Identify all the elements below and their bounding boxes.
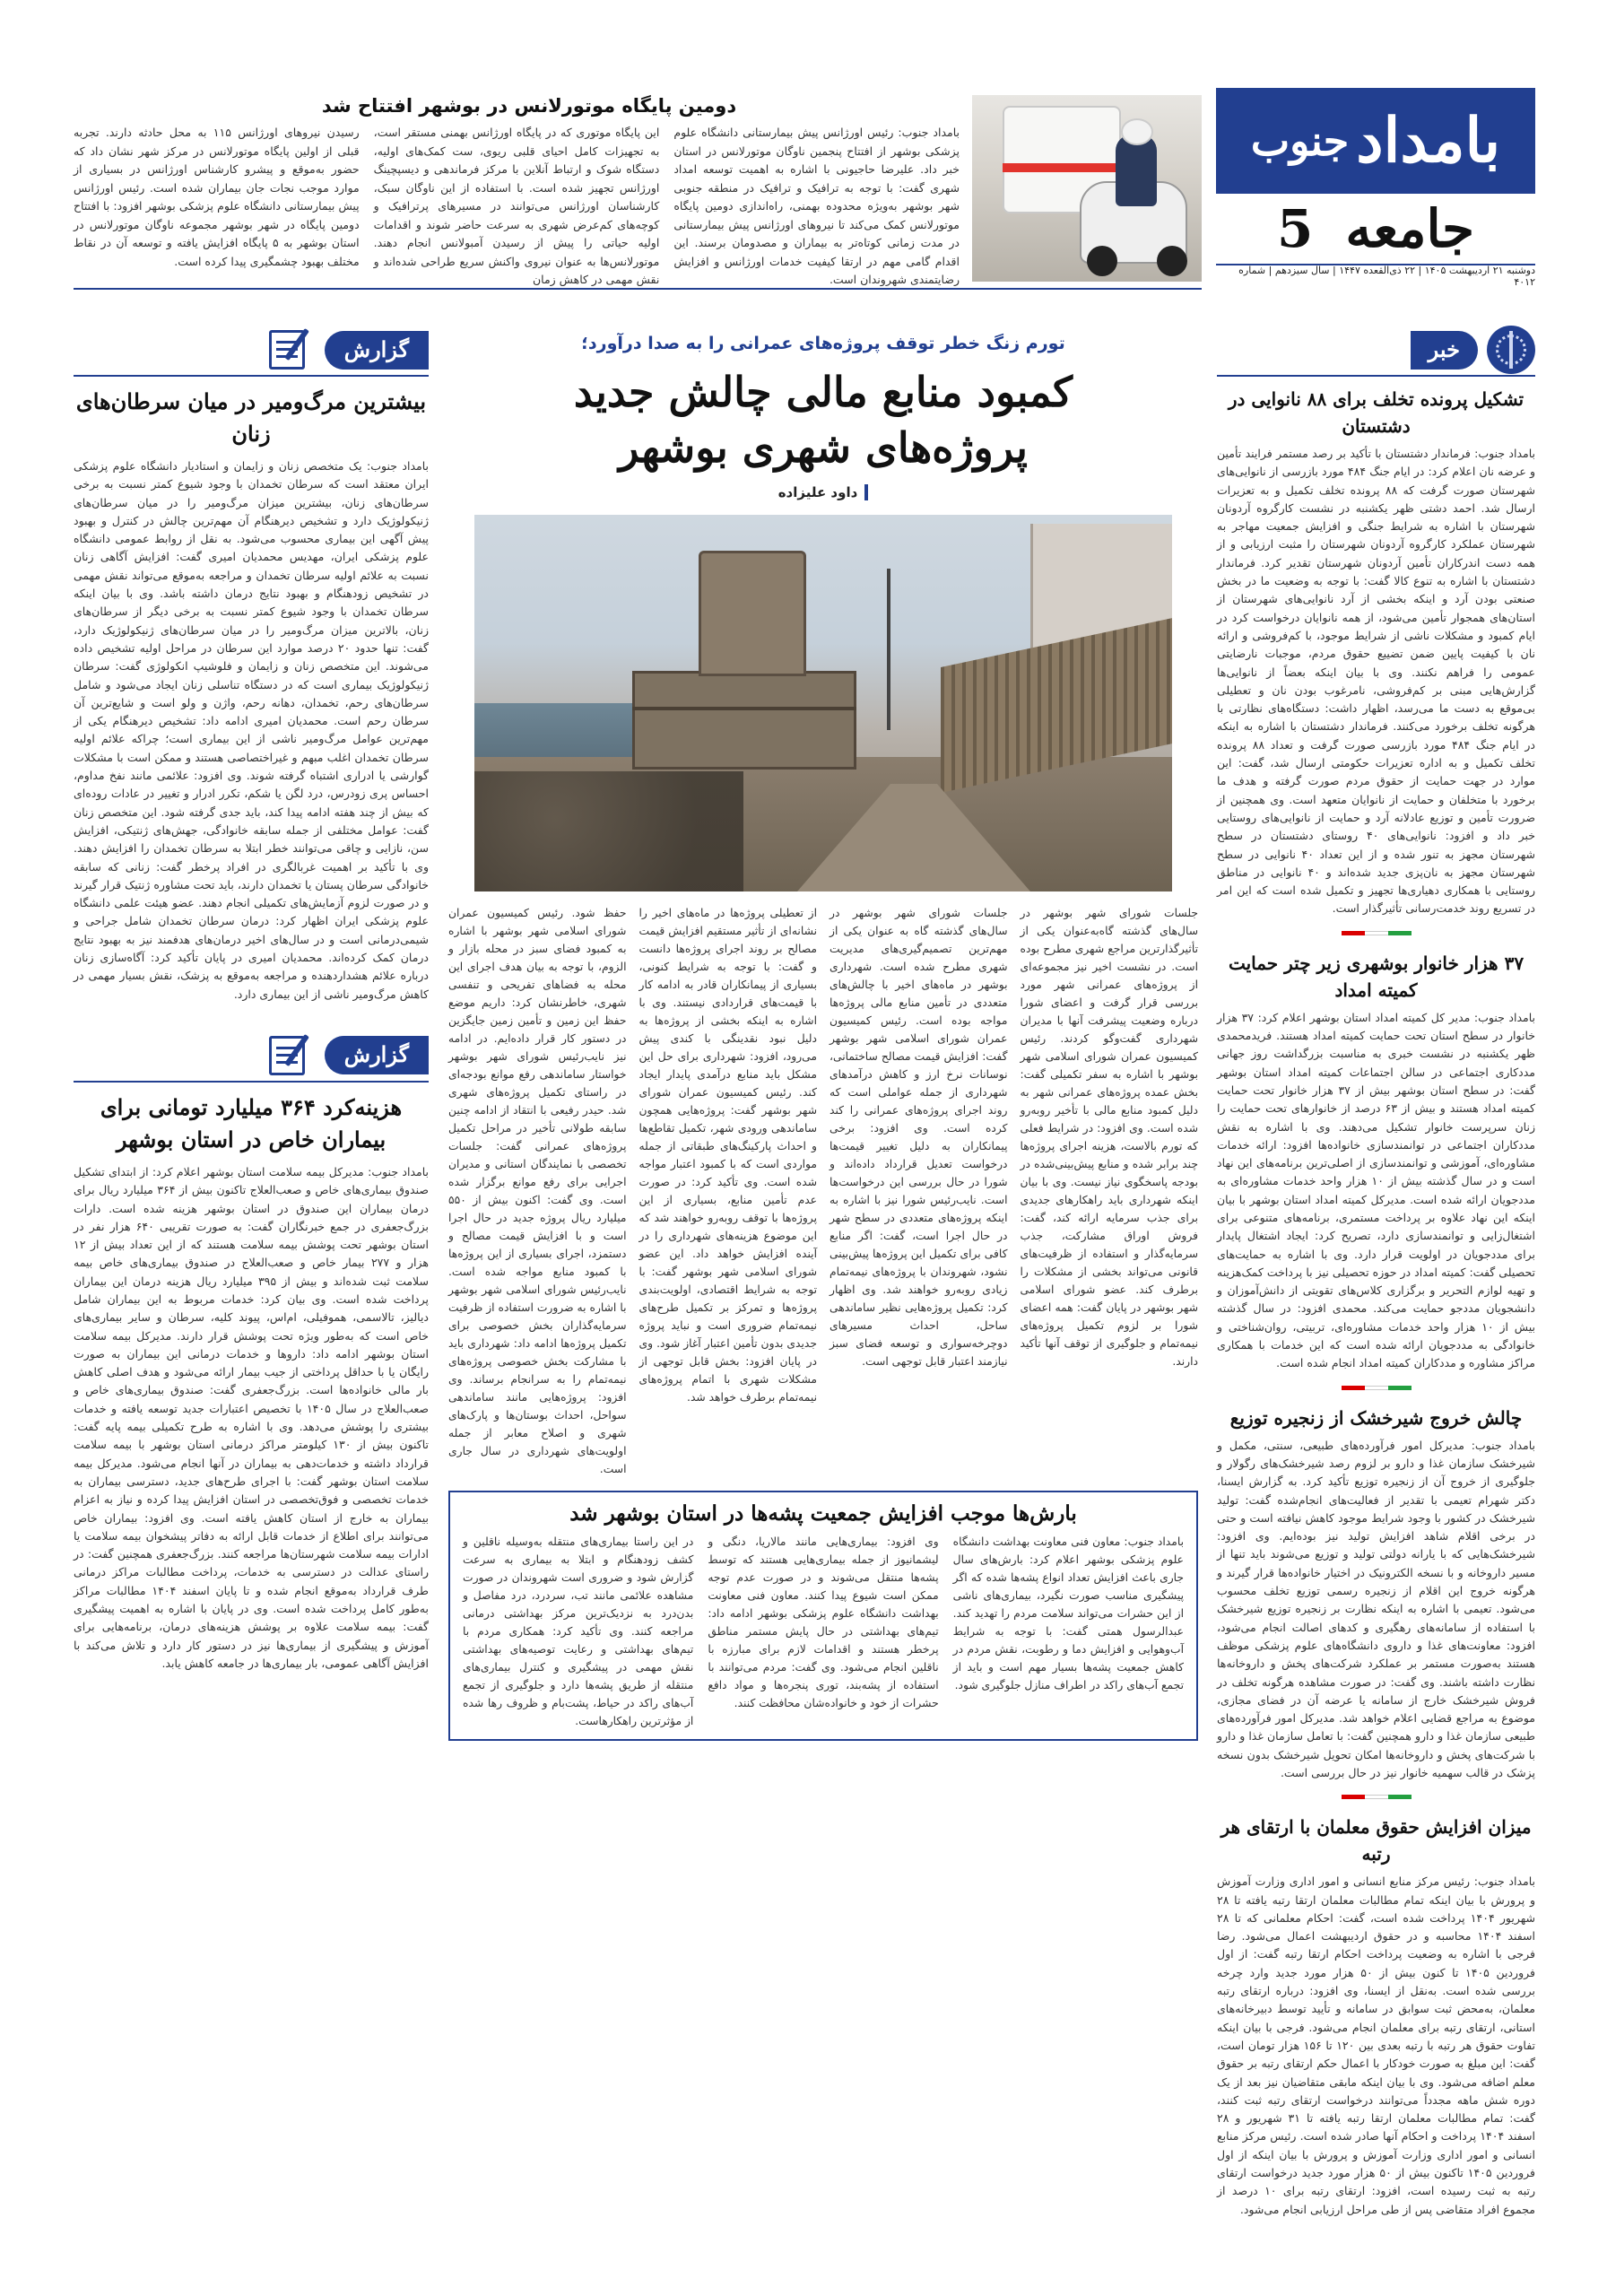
logo-wordmark: بامداد xyxy=(1356,105,1501,177)
news-body: بامداد جنوب: رئیس مرکز منابع انسانی و امور اداری وزارت آموزش و پرورش با بیان اینکه تمام مطالبات معلمان ارتقا رتبه یافته تا ۲۸ شهریور ۱۴۰۴ پرداخت شده است، گفت: احکام معلمانی که تا ۲۸ اسفند ۱۴۰۴ محاسبه و در حقوق اردیبهشت اعمال می‌شود. رضا فرجی با اشاره به وضعیت پرداخت احکام ارتقا رتبه گفت: از اول فروردین ۱۴۰۵ تا کنون بیش از ۵۰ هزار مورد جدید وارد چرخه بررسی شده است. به‌نقل از ایسنا، وی افزود: درباره ارتقای رتبه معلمان، به‌محض ثبت سوابق در سامانه و تأیید توسط دبیرخانه‌های استانی، ارتقای رتبه برای معلمان انجام می‌شود. فرجی با بیان اینکه تفاوت حقوق هر رتبه با رتبه بعدی بین ۱۲۰ تا ۱۵۶ هزار تومان است، گفت: این مبلغ به صورت خودکار با اعمال حکم ارتقای رتبه بر حقوق معلم اضافه می‌شود. وی با بیان اینکه مابقی متقاضیان نیز بعد از یک دوره شش ماهه مجدداً می‌توانند درخواست ارتقای رتبه ثبت کنند، گفت: تمام مطالبات معلمان ارتقا رتبه یافته تا ۳۱ شهریور و ۲۸ اسفند ۱۴۰۴ پرداخت و احکام آنها صادر شده است. رئیس مرکز منابع انسانی و امور اداری وزارت آموزش و پرورش با بیان اینکه از اول فروردین ۱۴۰۵ تاکنون بیش از ۵۰ هزار مورد جدید درخواست ارتقای رتبه به ثبت رسیده است، افزود: ارتقای رتبه برای ۱۰ درصد از مجموع افراد متقاضی پس از طی مراحل ارزیابی انجام می‌شود. xyxy=(1217,1874,1536,2216)
construction-photo xyxy=(474,515,1172,891)
masthead xyxy=(74,88,1535,290)
report-title: هزینه‌کرد ۳۶۴ میلیارد تومانی برای بیماران خاص در استان بوشهر xyxy=(100,1093,403,1152)
main-story-columns xyxy=(448,904,1198,1478)
news-rubric-label: خبر xyxy=(1411,331,1478,370)
flag-divider xyxy=(1217,931,1535,935)
news-body: بامداد جنوب: مدیرکل امور فرآورده‌های طبیعی، سنتی، مکمل و شیرخشک سازمان غذا و دارو بر لزوم رصد شیرخشک‌های رگولار و جلوگیری از خروج آن از زنجیره توزیع تأکید کرد. به گزارش ایسنا، دکتر شهرام تعیمی با تقدیر از فعالیت‌های انجام‌شده گفت: تولید شیرخشک در کشور با وجود شرایط موجود کاهش نیافته است و حتی در برخی اقلام شاهد افزایش تولید نیز بوده‌ایم. وی افزود: شیرخشک‌هایی که با یارانه دولتی تولید و توزیع می‌شوند باید تنها از مسیر داروخانه و با نسخه الکترونیک در اختیار خانواده‌ها قرار گیرند و هرگونه خروج این اقلام از زنجیره رسمی توزیع تخلف محسوب می‌شود. تعیمی با اشاره به اینکه نظارت بر زنجیره توزیع شیرخشک با استفاده از سامانه‌های رهگیری و کدهای اصالت انجام می‌شود، افزود: معاونت‌های غذا و داروی دانشگاه‌های علوم پزشکی موظف هستند به‌صورت مستمر بر عملکرد شرکت‌های پخش و داروخانه‌ها نظارت داشته باشند. وی گفت: در صورت مشاهده هرگونه تخلف در فروش شیرخشک خارج از سامانه یا عرضه آن در فضای مجازی، موضوع به مراجع قضایی اعلام خواهد شد. مدیرکل امور فرآورده‌های طبیعی سازمان غذا و دارو همچنین گفت: با تعامل سازمان غذا و دارو با شرکت‌های پخش و داروخانه‌ها امکان تحویل شیرخشک بدون نسخه پزشک در قالب سهمیه خانوار نیز در حال بررسی است. xyxy=(1217,1438,1535,1779)
newspaper-logo xyxy=(1216,88,1535,290)
news-item xyxy=(1217,1805,1535,2226)
report-rubric xyxy=(74,325,429,377)
news-rubric xyxy=(1217,325,1535,377)
mosquito-col-3: در این راستا بیماری‌های منتقله به‌وسیله ناقلین و کشف زودهنگام و ابتلا به بیماری به سرعت گزارش شود و ضروری است شهروندان در صورت مشاهده علائمی مانند تب، سردرد، درد مفاصل و بدن‌درد به نزدیک‌ترین مرکز بهداشتی درمانی مراجعه کنند. وی تأکید کرد: همکاری مردم با تیم‌های بهداشتی و رعایت توصیه‌های بهداشتی نقش مهمی در پیشگیری و کنترل بیماری‌های منتقله از طریق پشه‌ها دارد و جلوگیری از تجمع آب‌های راکد در حیاط، پشت‌بام و ظروف رها شده از مؤثرترین راهکارهاست. xyxy=(463,1535,694,1727)
main-col-2: جلسات شورای شهر بوشهر در سال‌های گذشته گاه به عنوان یکی از مهم‌ترین تصمیم‌گیری‌های مدیریت شهری مطرح شده است. شهرداری بوشهر در ماه‌های اخیر با چالش‌های متعددی در تأمین منابع مالی پروژه‌ها مواجه بوده است. رئیس کمیسیون عمران شورای اسلامی شهر بوشهر گفت: افزایش قیمت مصالح ساختمانی، نوسانات نرخ ارز و کاهش درآمدهای شهرداری از جمله عواملی است که روند اجرای پروژه‌های عمرانی را کند کرده است. وی افزود: برخی پیمانکاران به دلیل تغییر قیمت‌ها درخواست تعدیل قرارداد داده‌اند و شورا در حال بررسی این درخواست‌ها است. نایب‌رئیس شورا نیز با اشاره به اینکه پروژه‌های متعددی در سطح شهر در حال اجرا است، گفت: اگر منابع کافی برای تکمیل این پروژه‌ها پیش‌بینی نشود، شهروندان با پروژه‌های نیمه‌تمام زیادی روبه‌رو خواهند شد. وی اظهار کرد: تکمیل پروژه‌هایی نظیر ساماندهی ساحل، احداث مسیرهای دوچرخه‌سواری و توسعه فضای سبز نیازمند اعتبار قابل توجهی است. xyxy=(830,907,1008,1368)
reports-column xyxy=(74,325,429,1673)
news-column xyxy=(1217,325,1535,2226)
logo-subtitle: جنوب xyxy=(1250,117,1350,165)
light-pole xyxy=(887,569,890,730)
wheel-rear xyxy=(1157,246,1187,276)
news-item xyxy=(1217,941,1535,1380)
byline xyxy=(448,484,1198,500)
top-story-title: دومین پایگاه موتورلانس در بوشهر افتتاح شد xyxy=(321,95,737,117)
rocks-shape xyxy=(474,771,743,891)
news-body: بامداد جنوب: فرماندار دشتستان با تأکید بر رصد مستمر فرایند تأمین و عرضه نان اعلام کرد: در ایام جنگ ۴۸۴ مورد بازرسی از نانوایی‌های شهرستان صورت گرفت که ۸۸ پرونده تخلف تکمیل و به تعزیرات ارسال شد. احمد دشتی ظهر یکشنبه در نشست کارگروه آردونان شهرستان با اشاره به شرایط جنگی و افزایش جمعیت مهاجر به شهرستان عملکرد کارگروه آردونان شهرستان را مثبت ارزیابی و از همه دست اندرکاران تأمین آردونان شهرستان تقدیر کرد. فرماندار دشتستان با اشاره به تنوع کالا گفت: با توجه به وضعیت ما در بخش صنعتی بودن آرد و اینکه بخشی از آرد نانوایی‌های شهرستان از استان‌های همجوار تأمین می‌شود، از همه نانوایان درخواست کرد در ایام کمبود و مشکلات ناشی از شرایط موجود، با کم‌فروشی و ارائه نان با کیفیت پایین ضمن تضییع حقوق مردم، موجبات نارضایتی عمومی را فراهم نکنند. وی با بیان اینکه بعضاً از نانوایی‌ها گزارش‌هایی مبنی بر کم‌فروشی، نامرغوب بودن نان و تعطیلی بی‌موقع به دست ما می‌رسد، اظهار داشت: دستگاه‌های نظارتی با هرگونه تخلف برخورد می‌کنند. فرماندار دشتستان با اشاره به اینکه در ایام جنگ ۴۸۴ مورد بازرسی صورت گرفت و تعداد ۸۸ پرونده تخلف تکمیل و به اداره تعزیرات حکومتی ارسال شد، گفت: این موارد در جهت حمایت از حقوق مردم صورت گرفته و هدف ما برخورد با متخلفان و حمایت از نانوایان متعهد است. وی همچنین از ضرورت تأمین و توزیع عادلانه آرد و حمایت از نانوایی‌های روستایی خبر داد و افزود: نانوایی‌های ۴۰ روستای دشتستان در سطح شهرستان مجهز به تنور شده و از این تعداد ۴۰ نانوایی در سطح شهرستان مجهز به نان‌پزی جدید شده‌اند و ۴۰ نانوایی در مناطق روستایی با همکاری دهیاری‌ها تجهیز و تکمیل شده است که این امر در تسریع روند خدمت‌رسانی تأثیرگذار است. xyxy=(1217,447,1536,916)
section-name: جامعه xyxy=(1345,198,1475,259)
mosquito-story-box xyxy=(448,1491,1198,1741)
report-rubric-label: گزارش xyxy=(325,1036,429,1074)
news-body: بامداد جنوب: مدیر کل کمیته امداد استان بوشهر اعلام کرد: ۳۷ هزار خانوار در سطح استان تحت حمایت کمیته امداد هستند. فریدمحمدی ظهر یکشنبه در نشست خبری به مناسبت بزرگداشت روز جهانی مددکاری اجتماعی در سالن اجتماعات کمیته امداد استان بوشهر گفت: در سطح استان بوشهر بیش از ۳۷ هزار خانوار تحت حمایت کمیته امداد هستند و بیش از ۶۳ درصد از خانوارهای تحت حمایت را زنان سرپرست خانوار تشکیل می‌دهند. وی با اشاره به نقش مددکاران اجتماعی در توانمندسازی خانواده‌ها افزود: ارائه خدمات مشاوره‌ای، آموزشی و توانمندسازی از اصلی‌ترین برنامه‌های این نهاد است و در سال گذشته بیش از ۱۰ هزار واحد خدمات مشاوره‌ای به مددجویان ارائه شده است. مدیرکل کمیته امداد استان بوشهر با بیان اینکه این نهاد علاوه بر پرداخت مستمری، برنامه‌های متنوعی برای اشتغال‌زایی و توانمندسازی دارد، تصریح کرد: ایجاد اشتغال پایدار برای مددجویان در اولویت قرار دارد. وی با اشاره به حمایت‌های تحصیلی گفت: کمیته امداد در حوزه تحصیلی نیز با پرداخت کمک‌هزینه و تهیه لوازم التحریر و برگزاری کلاس‌های تقویتی از دانش‌آموزان و دانشجویان مددجو حمایت می‌کند. محمدی افزود: در سال گذشته بیش از ۱۰ هزار واحد خدمات مشاوره‌ای، تربیتی، روان‌شناختی و خانوادگی به مددجویان ارائه شده است که این خدمات با همکاری مراکز مشاوره و مددکاران کمیته امداد انجام شده است. xyxy=(1217,1010,1535,1370)
newspaper-icon xyxy=(264,326,316,373)
report-body: بامداد جنوب: مدیرکل بیمه سلامت استان بوشهر اعلام کرد: از ابتدای تشکیل صندوق بیماری‌های خاص و صعب‌العلاج تاکنون بیش از ۳۶۴ میلیارد ریال برای درمان بیماران این صندوق در استان بوشهر هزینه شده است. دارات بزرگ‌جعفری در جمع خبرنگاران گفت: به صورت تقریبی ۶۴۰ هزار نفر در استان بوشهر تحت پوشش بیمه سلامت هستند که از این تعداد بیش از ۱۲ هزار و ۲۷۷ بیمار خاص و صعب‌العلاج در صندوق بیماری‌های خاص بیمه سلامت ثبت شده‌اند و بیش از ۳۹۵ میلیارد ریال هزینه درمان این بیماران پرداخت شده است. وی بیان کرد: خدمات مربوط به این بیماران شامل دیالیز، تالاسمی، هموفیلی، ام‌اس، پیوند کلیه، سرطان و سایر بیماری‌های خاص است که به‌طور ویژه تحت پوشش قرار دارند. مدیرکل بیمه سلامت استان بوشهر ادامه داد: داروها و خدمات درمانی این بیماران به صورت رایگان یا با حداقل پرداختی از جیب بیمار ارائه می‌شود و هدف اصلی کاهش بار مالی خانواده‌ها است. بزرگ‌جعفری گفت: صندوق بیماری‌های خاص و صعب‌العلاج در سال ۱۴۰۵ با تخصیص اعتبارات جدید توسعه یافته و خدمات بیشتری را پوشش می‌دهد. وی با اشاره به طرح تکمیلی بیمه پایه گفت: تاکنون بیش از ۱۳۰ کیلومتر مراکز درمانی استان بوشهر با بیمه سلامت قرارداد داشته و خدمات‌دهی به بیماران در آنها انجام می‌شود. مدیرکل بیمه سلامت استان بوشهر گفت: با اجرای طرح‌های جدید، دسترسی بیماران به خدمات تخصصی و فوق‌تخصصی در استان افزایش پیدا کرده و نیاز به اعزام بیماران به خارج از استان کاهش یافته است. وی افزود: بیماران خاص می‌توانند برای اطلاع از خدمات قابل ارائه به دفاتر پیشخوان بیمه سلامت یا ادارات بیمه سلامت شهرستان‌ها مراجعه کنند. بزرگ‌جعفری همچنین گفت: در راستای عدالت در دسترسی به خدمات، پرداخت مطالبات مراکز درمانی طرف قرارداد به‌موقع انجام شده و تا پایان اسفند ۱۴۰۴ مطالبات مراکز به‌طور کامل پرداخت شده است. وی در پایان با اشاره به اهمیت پیشگیری گفت: بیمه سلامت علاوه بر پوشش هزینه‌های درمان، برنامه‌هایی برای آموزش و پیشگیری از بیماری‌ها نیز در دستور کار دارد و تلاش می‌کند با افزایش آگاهی عمومی، بار بیماری‌ها در جامعه کاهش یابد. xyxy=(74,1164,430,1670)
ambulance-stripe xyxy=(1003,163,1121,172)
top-story-col3: رسیدن نیروهای اورژانس ۱۱۵ به محل حادثه دارند. تجربه قبلی از اولین پایگاه موتورلانس در مرکز شهر نشان داد که حضور به‌موقع و پیشرو کارشناس اورژانس در بسیاری از موارد موجب نجات جان بیماران شده است. رئیس اورژانس پیش بیمارستانی دانشگاه علوم پزشکی بوشهر افزود: با افتتاح دومین پایگاه در شهر بوشهر مجموعه ناوگان موتورلانس در استان بوشهر به ۵ پایگاه افزایش یافته و توسعه آن در نقاط مختلف بهبود چشمگیری پیدا کرده است. xyxy=(73,126,360,268)
report-title: بیشترین مرگ‌ومیر در میان سرطان‌های زنان xyxy=(75,388,427,447)
motorlance-photo xyxy=(972,95,1202,282)
news-item xyxy=(1217,1396,1535,1790)
headline-line-2: پروژه‌های شهری بوشهر xyxy=(619,423,1028,472)
globe-icon xyxy=(1487,326,1535,374)
issue-info: دوشنبه ۲۱ اردیبهشت ۱۴۰۵ | ۲۲ ذی‌القعده ۱۴۴۷ | سال سیزدهم | شماره ۴۰۱۲ xyxy=(1238,265,1535,288)
news-title: چالش خروج شیرخشک از زنجیره توزیع xyxy=(1229,1406,1523,1429)
logo-banner xyxy=(1216,88,1535,194)
mosquito-col-2: وی افزود: بیماری‌هایی مانند مالاریا، دنگی و لیشمانیوز از جمله بیماری‌هایی هستند که توسط پشه‌ها منتقل می‌شوند و در صورت عدم توجه ممکن است شیوع پیدا کنند. معاون فنی معاونت بهداشت دانشگاه علوم پزشکی بوشهر ادامه داد: تیم‌های بهداشتی در حال پایش مستمر مناطق پرخطر هستند و اقدامات لازم برای مبارزه با ناقلین انجام می‌شود. وی گفت: مردم می‌توانند با استفاده از پشه‌بند، توری پنجره‌ها و مواد دافع حشرات از خود و خانواده‌شان محافظت کنند. xyxy=(708,1535,939,1709)
main-kicker: تورم زنگ خطر توقف پروژه‌های عمرانی را به صدا درآورد؛ xyxy=(581,334,1065,353)
page-number: 5 xyxy=(1276,198,1314,259)
news-title: ۳۷ هزار خانوار بوشهری زیر چتر حمایت کمیته امداد xyxy=(1228,952,1524,1001)
main-story xyxy=(448,325,1198,1741)
scaffold-shape xyxy=(632,707,856,710)
flag-divider xyxy=(1217,1795,1535,1799)
news-title: میزان افزایش حقوق معلمان با ارتقای هر رتبه xyxy=(1220,1816,1532,1866)
mosquito-story-columns xyxy=(463,1533,1184,1730)
report-rubric xyxy=(74,1031,429,1083)
top-story-col1: بامداد جنوب: رئیس اورژانس پیش بیمارستانی دانشگاه علوم پزشکی بوشهر از افتتاح پنجمین ناوگان موتورلانس در استان خبر داد. علیرضا حاجیونی با اشاره به اهمیت توسعه امداد شهری گفت: با توجه به ترافیک و ترافیک در منطقه جنوبی شهر بوشهر به‌ویژه محدوده بهمنی، راه‌اندازی دومین پایگاه موتورلانس کمک می‌کند تا نیروهای اورژانس پیش بیمارستانی در مدت زمانی کوتاه‌تر به بیماران و مصدومان برسند. این اقدام گامی مهم در ارتقا کیفیت خدمات اورژانس و افزایش رضایتمندی شهروندان است. xyxy=(673,126,960,286)
tower-shape xyxy=(699,551,806,676)
top-story xyxy=(74,88,1202,290)
mosquito-col-1: بامداد جنوب: معاون فنی معاونت بهداشت دانشگاه علوم پزشکی بوشهر اعلام کرد: بارش‌های سال جاری باعث افزایش تعداد انواع پشه‌ها شده که اگر پیشگیری مناسب صورت نگیرد، بیماری‌های ناشی از این حشرات می‌تواند سلامت مردم را تهدید کند. عبدالرسول همتی گفت: با توجه به شرایط آب‌وهوایی و افزایش دما و رطوبت، نقش مردم در کاهش جمعیت پشه‌ها بسیار مهم است و باید از تجمع آب‌های راکد در اطراف منازل جلوگیری شود. xyxy=(952,1535,1184,1692)
main-headline xyxy=(448,364,1198,475)
report-rubric-label: گزارش xyxy=(325,331,429,370)
helmet-shape xyxy=(1121,118,1153,145)
page-header xyxy=(1216,194,1535,265)
newspaper-icon xyxy=(264,1032,316,1079)
author-name: داود علیزاده xyxy=(778,484,869,500)
structure-base xyxy=(632,671,856,770)
mosquito-story-title: بارش‌ها موجب افزایش جمعیت پشه‌ها در استان بوشهر شد xyxy=(569,1501,1077,1526)
report-body: بامداد جنوب: یک متخصص زنان و زایمان و استادیار دانشگاه علوم پزشکی ایران معتقد است که سرطان تخمدان با وجود شیوع کمتر نسبت به برخی سرطان‌های زنان، بیشترین میزان مرگ‌ومیر را در میان سرطان‌های ژنیکولوژیک دارد و تشخیص دیرهنگام آن مهم‌ترین چالش در کنترل و بهبود پیش آگهی این بیماری محسوب می‌شود. به نقل از روابط عمومی دانشگاه علوم پزشکی ایران، مهدیس محمدیان امیری گفت: افزایش آگاهی زنان نسبت به علائم اولیه سرطان تخمدان و مراجعه به‌موقع می‌تواند نقش مهمی در تشخیص زودهنگام و بهبود نتایج درمان داشته باشد. وی با بیان اینکه سرطان تخمدان با وجود شیوع کمتر نسبت به برخی دیگر از سرطان‌های زنان، بالاترین میزان مرگ‌ومیر را در میان سرطان‌های ژنیکولوژیک دارد، گفت: تنها حدود ۲۰ درصد موارد این سرطان در مراحل اولیه تشخیص داده می‌شوند. این متخصص زنان و زایمان و فلوشیپ انکولوژی گفت: سرطان ژنیکولوژیک بیماری است که در دستگاه تناسلی زنان ایجاد می‌شود و شامل سرطان‌های رحم، تخمدان، دهانه رحم، واژن و ولو است و شایع‌ترین آن سرطان رحم است. محمدیان امیری ادامه داد: تشخیص دیرهنگام یکی از مهم‌ترین عوامل مرگ‌ومیر ناشی از این بیماری است؛ چراکه علائم اولیه سرطان تخمدان اغلب مبهم و غیراختصاصی هستند و ممکن است با مشکلات گوارشی یا ادراری اشتباه گرفته شوند. وی افزود: علائمی مانند نفخ مداوم، احساس پری زودرس، درد لگن یا شکم، تکرر ادرار و تغییر در عادات روده‌ای که بیش از چند هفته ادامه پیدا کند، باید جدی گرفته شود. این متخصص زنان گفت: عوامل مختلفی از جمله سابقه خانوادگی، جهش‌های ژنتیکی، افزایش سن، نازایی و چاقی می‌توانند خطر ابتلا به سرطان تخمدان را افزایش دهند. وی با تأکید بر اهمیت غربالگری در افراد پرخطر گفت: زنانی که سابقه خانوادگی سرطان پستان یا تخمدان دارند، باید تحت مشاوره ژنتیک قرار گیرند و در صورت لزوم آزمایش‌های تکمیلی انجام دهند. عضو هیئت علمی دانشگاه علوم پزشکی ایران اظهار کرد: درمان سرطان تخمدان شامل جراحی و شیمی‌درمانی است و در سال‌های اخیر درمان‌های هدفمند نیز به بهبود نتایج درمان کمک کرده‌اند. محمدیان امیری در پایان تأکید کرد: آگاه‌سازی زنان درباره علائم هشداردهنده و مراجعه به‌موقع به پزشک، نقش بسیار مهمی در کاهش مرگ‌ومیر ناشی از این بیماری دارد. xyxy=(74,459,429,1001)
top-story-col2: این پایگاه موتوری که در پایگاه اورژانس بهمنی مستقر است، به تجهیزات کامل احیای قلبی ریوی، ست کمک‌های اولیه، دستگاه شوک و ارتباط آنلاین با مرکز فرماندهی و دیسپچینگ اورژانس تجهیز شده است. با استفاده از این ناوگان سبک، کارشناسان اورژانس می‌توانند در مسیرهای پرترافیک و کوچه‌های کم‌عرض شهری به سرعت حاضر شوند و اقدامات اولیه حیاتی را پیش از رسیدن آمبولانس انجام دهند. موتورلانس‌ها به عنوان نیروی واکنش سریع طراحی شده‌اند و نقش مهمی در کاهش زمان xyxy=(373,126,660,286)
news-item xyxy=(1217,377,1535,926)
wheel-front xyxy=(1087,246,1117,276)
flag-divider xyxy=(1217,1386,1535,1390)
rider-shape xyxy=(1116,135,1157,206)
news-title: تشکیل پرونده تخلف برای ۸۸ نانوایی در دشتستان xyxy=(1228,388,1524,437)
main-col-4: حفظ شود. رئیس کمیسیون عمران شورای اسلامی شهر بوشهر با اشاره به کمبود فضای سبز در محله بازار و الزوم، با توجه به بیان هدف اجرای این محله به فضاهای تفریحی و تنفسی شهری، خاطرنشان کرد: داریم موضع حفظ این زمین و تأمین زمین جایگزین در دستور کار قرار داده‌ایم. در ادامه نیز نایب‌رئیس شورای شهر بوشهر خواستار ساماندهی رفع موانع بودجه‌ای در راستای تکمیل پروژه‌های شهری شد. حیدر رفیعی با انتقاد از ادامه چنین سابقه طولانی تأخیر در مراحل تکمیل پروژه‌های عمرانی گفت: جلسات تخصصی با نمایندگان استانی و مدیران اجرایی برای رفع موانع برگزار شده است. وی گفت: اکنون بیش از ۵۵۰ میلیارد ریال پروژه جدید در حال اجرا است و با افزایش قیمت مصالح و دستمزد، اجرای بسیاری از این پروژه‌ها با کمبود منابع مواجه شده است. نایب‌رئیس شورای اسلامی شهر بوشهر با اشاره به ضرورت استفاده از ظرفیت سرمایه‌گذاران بخش خصوصی برای تکمیل پروژه‌ها ادامه داد: شهرداری باید با مشارکت بخش خصوصی پروژه‌های نیمه‌تمام را به سرانجام برساند. وی افزود: پروژه‌هایی مانند ساماندهی سواحل، احداث بوستان‌ها و پارک‌های شهری و اصلاح معابر از جمله اولویت‌های شهرداری در سال جاری است. xyxy=(448,907,627,1475)
main-col-3: از تعطیلی پروژه‌ها در ماه‌های اخیر را نشانه‌ای از تأثیر مستقیم افزایش قیمت مصالح بر روند اجرای پروژه‌ها دانست و گفت: با توجه به شرایط کنونی، بسیاری از پیمانکاران قادر به ادامه کار با قیمت‌های قراردادی نیستند. وی با اشاره به اینکه بخشی از پروژه‌ها به دلیل نبود نقدینگی با کندی پیش می‌رود، افزود: شهرداری برای حل این مشکل باید منابع درآمدی پایدار ایجاد کند. رئیس کمیسیون عمران شورای شهر بوشهر گفت: پروژه‌هایی همچون ساماندهی ورودی شهر، تکمیل تقاطع‌ها و احداث پارکینگ‌های طبقاتی از جمله مواردی است که با کمبود اعتبار مواجه شده است. وی تأکید کرد: در صورت عدم تأمین منابع، بسیاری از این پروژه‌ها با توقف روبه‌رو خواهند شد که این موضوع هزینه‌های شهرداری را در آینده افزایش خواهد داد. این عضو شورای اسلامی شهر بوشهر گفت: با توجه به شرایط اقتصادی، اولویت‌بندی پروژه‌ها و تمرکز بر تکمیل طرح‌های نیمه‌تمام ضروری است و نباید پروژه جدیدی بدون تأمین اعتبار آغاز شود. وی در پایان افزود: بخش قابل توجهی از مشکلات شهری با اتمام پروژه‌های نیمه‌تمام برطرف خواهد شد. xyxy=(638,907,817,1404)
headline-line-1: کمبود منابع مالی چالش جدید xyxy=(573,368,1073,416)
top-story-columns xyxy=(74,124,960,290)
main-col-1: جلسات شورای شهر بوشهر در سال‌های گذشته گاه‌به‌عنوان یکی از تأثیرگذارترین مراجع شهری مطرح بوده است. در نشست اخیر نیز مجموعه‌ای از پروژه‌های عمرانی شهر مورد بررسی قرار گرفت و اعضای شورا درباره وضعیت پیشرفت آنها با مدیران شهرداری گفت‌وگو کردند. رئیس کمیسیون عمران شورای اسلامی شهر بوشهر با اشاره به سفر تکمیلی گفت: بخش عمده پروژه‌های عمرانی شهر به دلیل کمبود منابع مالی با تأخیر روبه‌رو شده است. وی افزود: در شرایط فعلی که تورم بالاست، هزینه اجرای پروژه‌ها چند برابر شده و منابع پیش‌بینی‌شده در بودجه پاسخگوی نیاز نیست. وی با بیان اینکه شهرداری باید راهکارهای جدیدی برای جذب سرمایه ارائه کند، گفت: فروش اوراق مشارکت، جذب سرمایه‌گذار و استفاده از ظرفیت‌های قانونی می‌تواند بخشی از مشکلات را برطرف کند. عضو شورای اسلامی شهر بوشهر در پایان گفت: همه اعضای شورا بر لزوم تکمیل پروژه‌های نیمه‌تمام و جلوگیری از توقف آنها تأکید دارند. xyxy=(1020,907,1198,1368)
